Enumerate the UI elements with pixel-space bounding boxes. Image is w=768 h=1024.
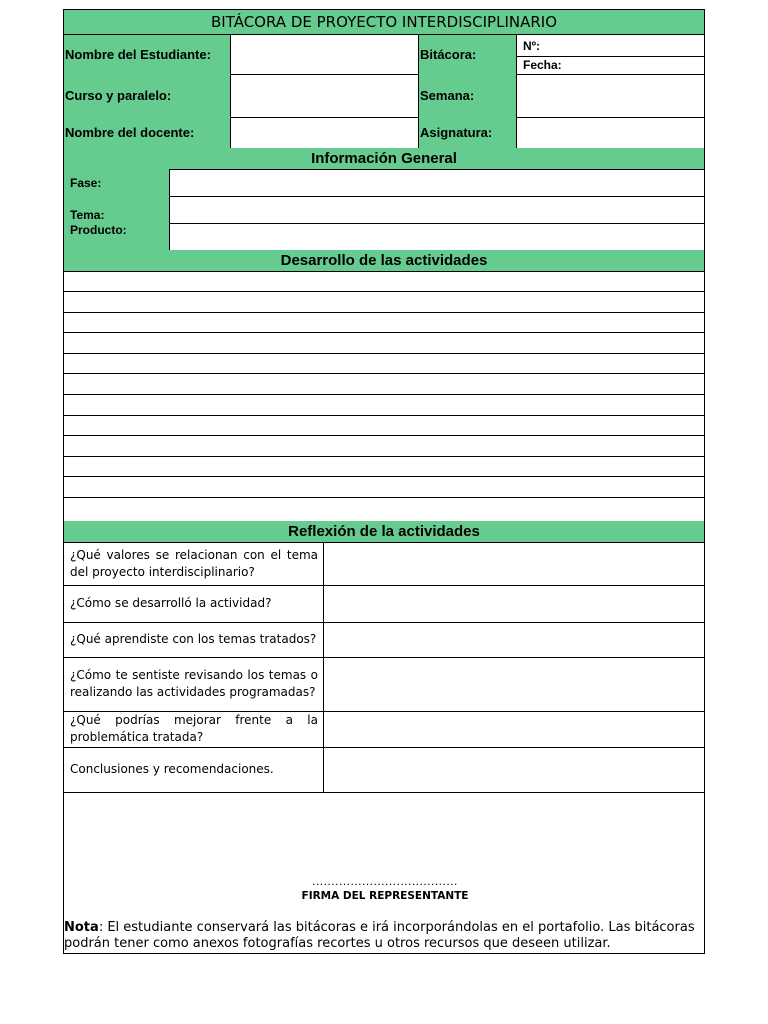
log-number-label: Nº: (523, 38, 541, 53)
subject-label: Asignatura: (418, 117, 517, 149)
reflection-question: ¿Qué podrías mejorar frente a la problemática tratada? (63, 711, 324, 748)
reflection-question: ¿Cómo te sentiste revisando los temas o realizando las actividades programadas? (63, 657, 324, 712)
course-field[interactable] (230, 74, 419, 118)
teacher-field[interactable] (230, 117, 419, 149)
product-field[interactable] (169, 223, 705, 251)
phase-field[interactable] (169, 169, 705, 197)
reflection-answer-field[interactable] (323, 711, 705, 748)
log-date-field[interactable] (516, 56, 705, 75)
reflection-answer-field[interactable] (323, 585, 705, 623)
activity-line[interactable] (63, 497, 705, 522)
log-number-field[interactable] (516, 35, 705, 57)
sheet-title-text: BITÁCORA DE PROYECTO INTERDISCIPLINARIO (211, 13, 557, 31)
course-label: Curso y paralelo: (63, 74, 231, 118)
activity-line[interactable] (63, 353, 705, 374)
student-name-field[interactable] (230, 35, 419, 75)
note-paragraph (64, 920, 704, 952)
activity-line[interactable] (63, 394, 705, 416)
general-info-title: Información General (311, 150, 457, 167)
topic-label: Tema: (63, 196, 170, 224)
activity-line[interactable] (63, 476, 705, 498)
reflection-answer-field[interactable] (323, 542, 705, 586)
reflection-answer-field[interactable] (323, 622, 705, 658)
signature-line[interactable]: ...................................... (312, 874, 458, 888)
activity-line[interactable] (63, 271, 705, 292)
reflection-title: Reflexión de la actividades (288, 523, 480, 540)
reflection-header (63, 521, 705, 543)
signature-area (63, 792, 705, 954)
activity-line[interactable] (63, 456, 705, 477)
reflection-answer-field[interactable] (323, 747, 705, 793)
reflection-answer-field[interactable] (323, 657, 705, 712)
activity-line[interactable] (63, 312, 705, 333)
sheet-title (63, 9, 705, 35)
note-label: Nota (64, 920, 99, 935)
topic-field[interactable] (169, 196, 705, 224)
activities-title: Desarrollo de las actividades (280, 252, 488, 269)
reflection-question: ¿Qué valores se relacionan con el tema del proyecto interdisciplinario? (63, 542, 324, 586)
teacher-label: Nombre del docente: (63, 117, 231, 149)
subject-field[interactable] (516, 117, 705, 149)
reflection-question: ¿Cómo se desarrolló la actividad? (63, 585, 324, 623)
phase-label: Fase: (63, 169, 170, 197)
reflection-question: Conclusiones y recomendaciones. (63, 747, 324, 793)
signature-label: FIRMA DEL REPRESENTANTE (301, 890, 469, 902)
activity-line[interactable] (63, 415, 705, 436)
activity-line[interactable] (63, 373, 705, 395)
product-label: Producto: (63, 223, 170, 251)
week-label: Semana: (418, 74, 517, 118)
log-label: Bitácora: (418, 35, 517, 75)
reflection-question: ¿Qué aprendiste con los temas tratados? (63, 622, 324, 658)
student-name-label: Nombre del Estudiante: (63, 35, 231, 75)
activity-line[interactable] (63, 332, 705, 354)
general-info-header (63, 148, 705, 170)
activity-line[interactable] (63, 291, 705, 313)
activities-header (63, 250, 705, 272)
week-field[interactable] (516, 74, 705, 118)
log-date-label: Fecha: (523, 58, 562, 72)
note-text: : El estudiante conservará las bitácoras e irá incorporándolas en el portafolio. Las bitácoras podrán tener como anexos fotografías recortes u otros recursos que deseen utilizar. (64, 920, 695, 951)
activity-line[interactable] (63, 435, 705, 457)
